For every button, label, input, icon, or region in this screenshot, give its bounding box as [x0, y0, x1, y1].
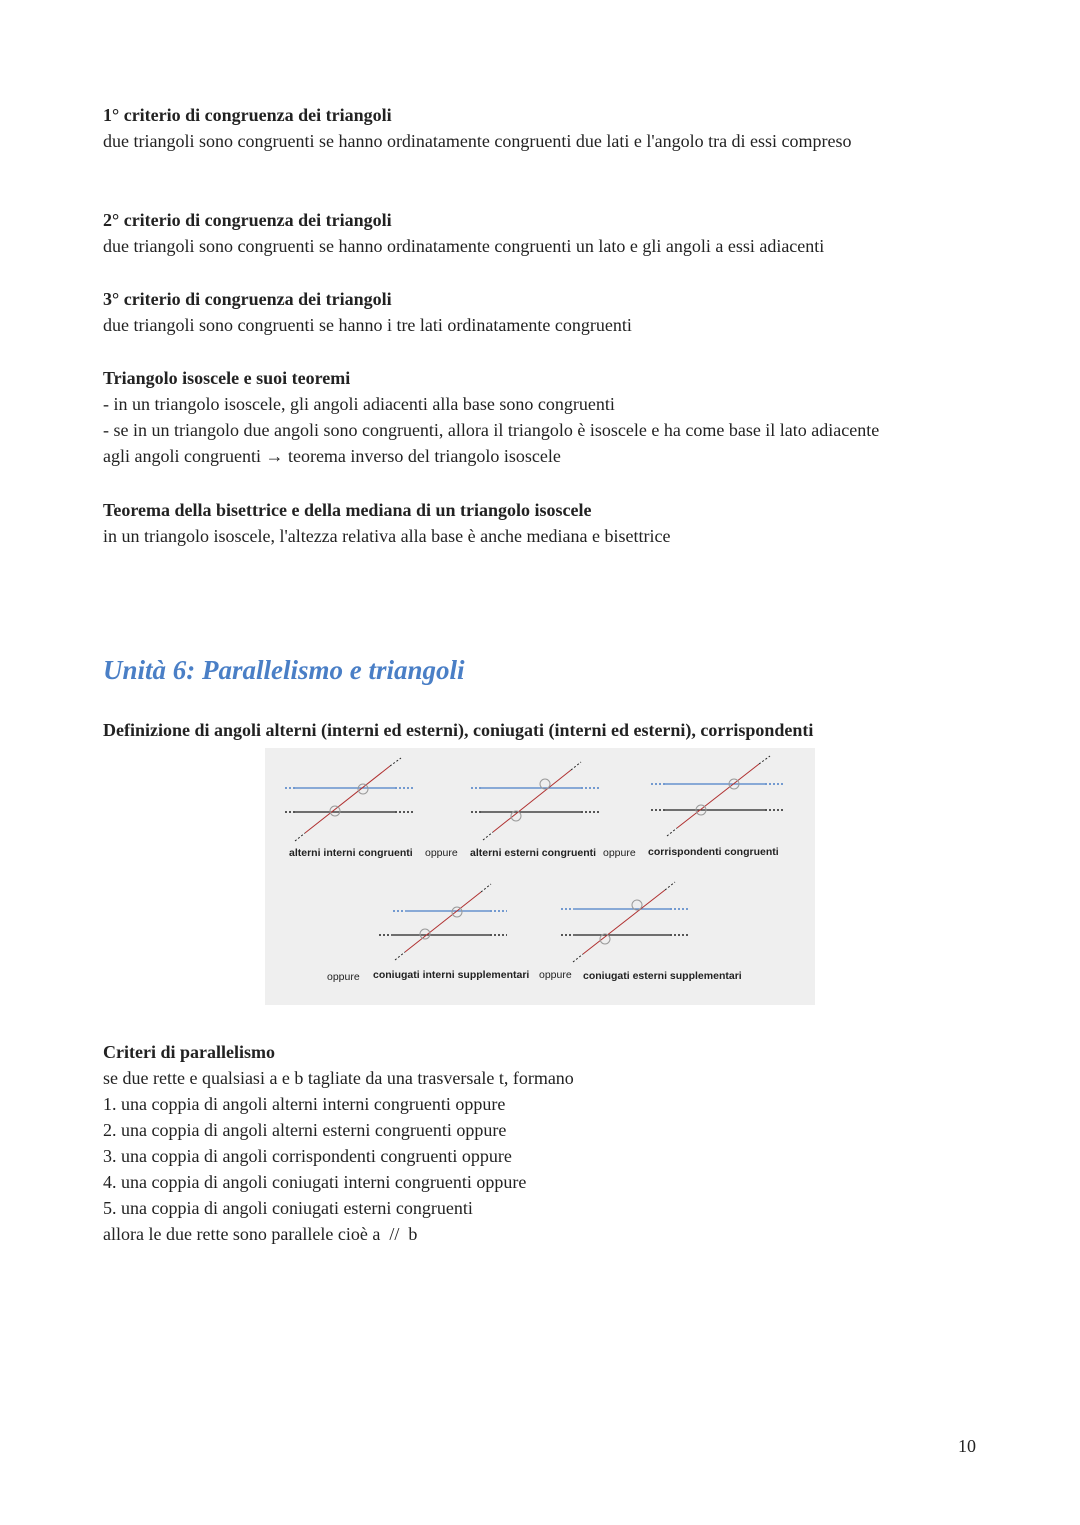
criterion-1-section	[103, 102, 852, 154]
caption-oppure-4: oppure	[539, 969, 572, 981]
parallelism-section	[103, 1039, 574, 1247]
caption-oppure-2: oppure	[603, 847, 636, 859]
criterion-3-text: due triangoli sono congruenti se hanno i tre lati ordinatamente congruenti	[103, 315, 632, 335]
parallelism-conclusion: allora le due rette sono parallele cioè a // b	[103, 1224, 418, 1244]
caption-alterni-interni: alterni interni congruenti	[289, 847, 413, 859]
diagram-coniugati-interni	[379, 884, 507, 960]
caption-coniugati-esterni: coniugati esterni supplementari	[583, 970, 742, 982]
bisector-heading: Teorema della bisettrice e della mediana di un triangolo isoscele	[103, 500, 592, 520]
caption-corrispondenti: corrispondenti congruenti	[648, 846, 779, 858]
caption-oppure-3: oppure	[327, 971, 360, 983]
isosceles-line-1: - in un triangolo isoscele, gli angoli adiacenti alla base sono congruenti	[103, 394, 615, 414]
bisector-section	[103, 497, 670, 549]
parallelism-item-4: 4. una coppia di angoli coniugati interni congruenti oppure	[103, 1172, 527, 1192]
caption-oppure-1: oppure	[425, 847, 458, 859]
parallelism-heading: Criteri di parallelismo	[103, 1042, 275, 1062]
angles-definition-heading: Definizione di angoli alterni (interni ed esterni), coniugati (interni ed esterni), corrispondenti	[103, 720, 814, 740]
criterion-2-section	[103, 207, 824, 259]
criterion-1-text: due triangoli sono congruenti se hanno ordinatamente congruenti due lati e l'angolo tra di essi compreso	[103, 131, 852, 151]
parallelism-item-1: 1. una coppia di angoli alterni interni congruenti oppure	[103, 1094, 506, 1114]
isosceles-line-3: agli angoli congruenti → teorema inverso del triangolo isoscele	[103, 446, 561, 466]
caption-alterni-esterni: alterni esterni congruenti	[470, 847, 597, 859]
criterion-2-heading: 2° criterio di congruenza dei triangoli	[103, 210, 392, 230]
parallelism-item-2: 2. una coppia di angoli alterni esterni congruenti oppure	[103, 1120, 507, 1140]
criterion-2-text: due triangoli sono congruenti se hanno ordinatamente congruenti un lato e gli angoli a essi adiacenti	[103, 236, 825, 256]
angles-figure	[265, 748, 815, 1005]
isosceles-section	[103, 365, 879, 469]
angles-diagram	[265, 748, 815, 1005]
isosceles-heading: Triangolo isoscele e suoi teoremi	[103, 368, 351, 388]
isosceles-line-2: - se in un triangolo due angoli sono congruenti, allora il triangolo è isoscele e ha come base il lato adiacente	[103, 420, 880, 440]
criterion-1-heading: 1° criterio di congruenza dei triangoli	[103, 105, 392, 125]
diagram-alterni-esterni	[471, 762, 599, 840]
unit-title: Unità 6: Parallelismo e triangoli	[103, 655, 465, 685]
page-number: 10	[958, 1436, 976, 1456]
criterion-3-section	[103, 286, 632, 338]
parallelism-item-3: 3. una coppia di angoli corrispondenti congruenti oppure	[103, 1146, 512, 1166]
parallelism-intro: se due rette e qualsiasi a e b tagliate da una trasversale t, formano	[103, 1068, 574, 1088]
diagram-alterni-interni	[285, 758, 413, 841]
parallelism-item-5: 5. una coppia di angoli coniugati esterni congruenti	[103, 1198, 473, 1218]
caption-coniugati-interni: coniugati interni supplementari	[373, 969, 530, 981]
criterion-3-heading: 3° criterio di congruenza dei triangoli	[103, 289, 392, 309]
diagram-coniugati-esterni	[561, 882, 689, 962]
bisector-text: in un triangolo isoscele, l'altezza relativa alla base è anche mediana e bisettrice	[103, 526, 671, 546]
diagram-corrispondenti	[651, 756, 785, 836]
